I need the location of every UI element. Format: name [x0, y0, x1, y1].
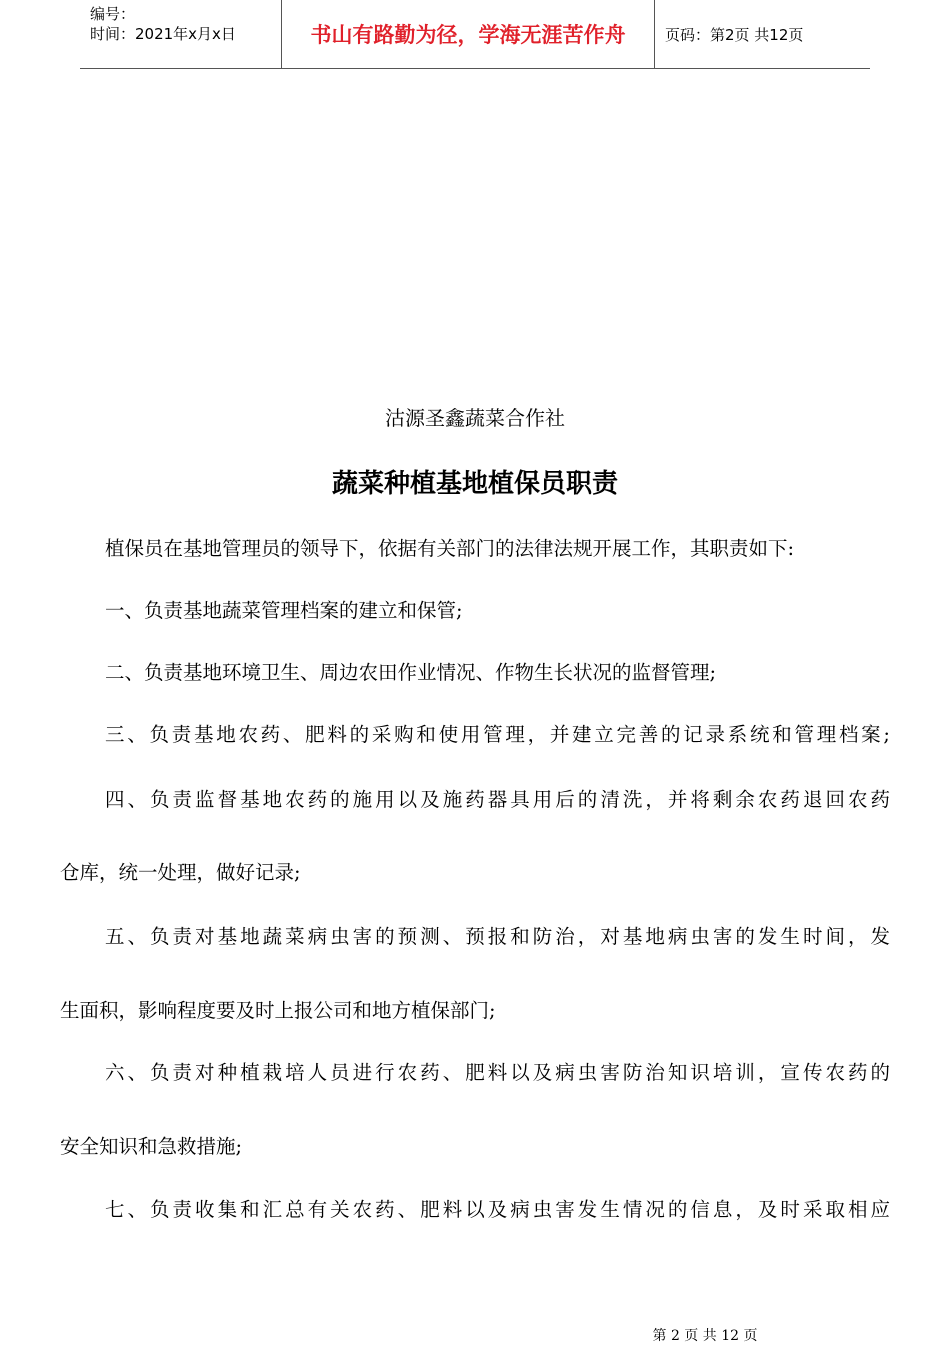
paragraph-item-1: 一、负责基地蔬菜管理档案的建立和保管; — [105, 599, 463, 622]
paragraph-item-7-line-1: 七、负责收集和汇总有关农药、肥料以及病虫害发生情况的信息，及时采取相应 — [105, 1198, 890, 1221]
paragraph-intro: 植保员在基地管理员的领导下，依据有关部门的法律法规开展工作，其职责如下: — [105, 537, 795, 560]
paragraph-item-4-line-1: 四、负责监督基地农药的施用以及施药器具用后的清洗，并将剩余农药退回农药 — [105, 788, 890, 811]
time-label: 时间：2021年x月x日 — [90, 25, 236, 43]
page-footer: 第 2 页 共 12 页 — [652, 1328, 758, 1344]
doc-number-label: 编号： — [90, 5, 136, 23]
paragraph-item-5-line-2: 生面积，影响程度要及时上报公司和地方植保部门; — [60, 999, 496, 1022]
paragraph-item-6-line-2: 安全知识和急救措施; — [60, 1135, 243, 1158]
header-page-label: 页码：第2页 共12页 — [665, 25, 804, 44]
document-title: 蔬菜种植基地植保员职责 — [331, 469, 618, 499]
paragraph-item-5-line-1: 五、负责对基地蔬菜病虫害的预测、预报和防治，对基地病虫害的发生时间，发 — [105, 925, 890, 948]
organization-name: 沽源圣鑫蔬菜合作社 — [385, 406, 565, 430]
paragraph-item-3: 三、负责基地农药、肥料的采购和使用管理，并建立完善的记录系统和管理档案; — [105, 723, 890, 746]
paragraph-item-2: 二、负责基地环境卫生、周边农田作业情况、作物生长状况的监督管理; — [105, 661, 717, 684]
header-motto: 书山有路勤为径，学海无涯苦作舟 — [281, 0, 655, 68]
paragraph-item-4-line-2: 仓库，统一处理，做好记录; — [60, 861, 301, 884]
header-meta — [80, 0, 281, 68]
page-header — [80, 0, 870, 69]
paragraph-item-6-line-1: 六、负责对种植栽培人员进行农药、肥料以及病虫害防治知识培训，宣传农药的 — [105, 1061, 890, 1084]
